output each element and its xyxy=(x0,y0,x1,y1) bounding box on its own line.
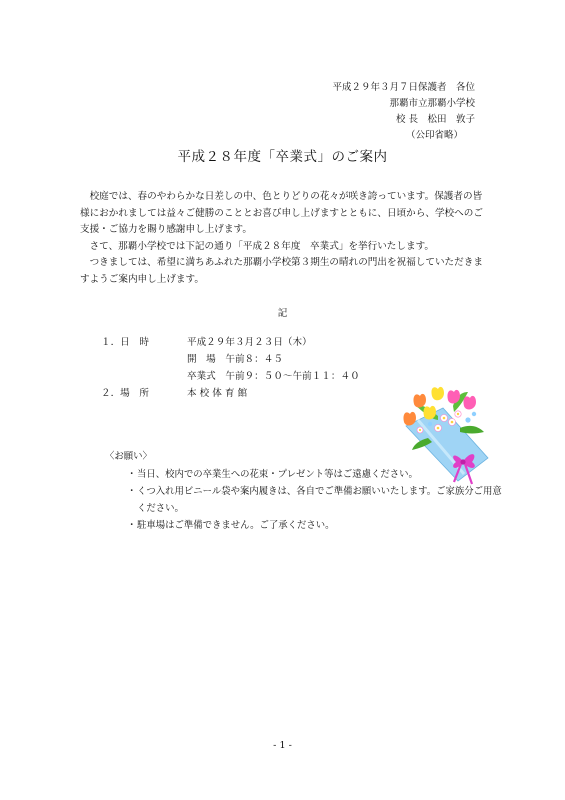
requests-heading: 〈お願い〉 xyxy=(105,451,152,462)
bullet: ・ xyxy=(127,520,137,531)
body-paragraph-3: つきましては、希望に満ちあふれた那覇小学校第３期生の晴れの門出を祝福していただきますようご案内申し上げます。 xyxy=(80,257,483,285)
seal-omitted-note: （公印省略） xyxy=(405,130,463,141)
body-paragraph-1: 校庭では、春のやわらかな日差しの中、色とりどりの花々が咲き誇っています。保護者の皆様におかれましては益々ご健勝のこととお喜び申し上げますとともに、日頃から、学校へのご支援・ご協力を賜り感謝申し上げます。 xyxy=(80,191,483,235)
requests-section xyxy=(105,448,509,534)
open-time: 開 場 午前８：４５ xyxy=(187,354,283,365)
list-item xyxy=(127,466,509,483)
addressee-block xyxy=(332,80,475,144)
place-label: ２．場 所 xyxy=(101,388,149,399)
date-label: １．日 時 xyxy=(101,337,149,348)
date-row xyxy=(101,334,360,351)
place-row xyxy=(101,385,360,402)
bullet: ・ xyxy=(127,469,137,480)
request-item-1: 当日、校内での卒業生への花束・プレゼント等はご遠慮ください。 xyxy=(137,469,418,480)
list-item xyxy=(127,483,509,517)
ceremony-row xyxy=(101,368,360,385)
school-name: 那覇市立那覇小学校 xyxy=(389,98,475,109)
bullet: ・ xyxy=(127,486,137,497)
request-item-3: 駐車場はご準備できません。ご了承ください。 xyxy=(137,520,335,531)
ceremony-time: 卒業式 午前９：５０～午前１１：４０ xyxy=(187,371,360,382)
principal-name: 校 長 松田 敦子 xyxy=(395,114,475,125)
document-title: 平成２８年度「卒業式」のご案内 xyxy=(177,149,388,165)
ki-heading: 記 xyxy=(277,308,288,319)
body-text xyxy=(80,189,490,288)
place-value: 本 校 体 育 館 xyxy=(187,388,248,399)
open-row xyxy=(101,351,360,368)
event-details xyxy=(101,334,360,402)
request-item-2: くつ入れ用ビニール袋や案内履きは、各自でご準備お願いいたします。ご家族分ご用意ください。 xyxy=(137,486,502,514)
date-addressee-line: 平成２９年３月７日保護者 各位 xyxy=(332,82,475,93)
body-paragraph-2: さて、那覇小学校では下記の通り「平成２８年度 卒業式」を挙行いたします。 xyxy=(89,240,435,252)
page-number: - 1 - xyxy=(273,740,292,751)
requests-list xyxy=(105,466,509,534)
list-item xyxy=(127,517,509,534)
date-value: 平成２９年３月２３日（木） xyxy=(187,337,312,348)
